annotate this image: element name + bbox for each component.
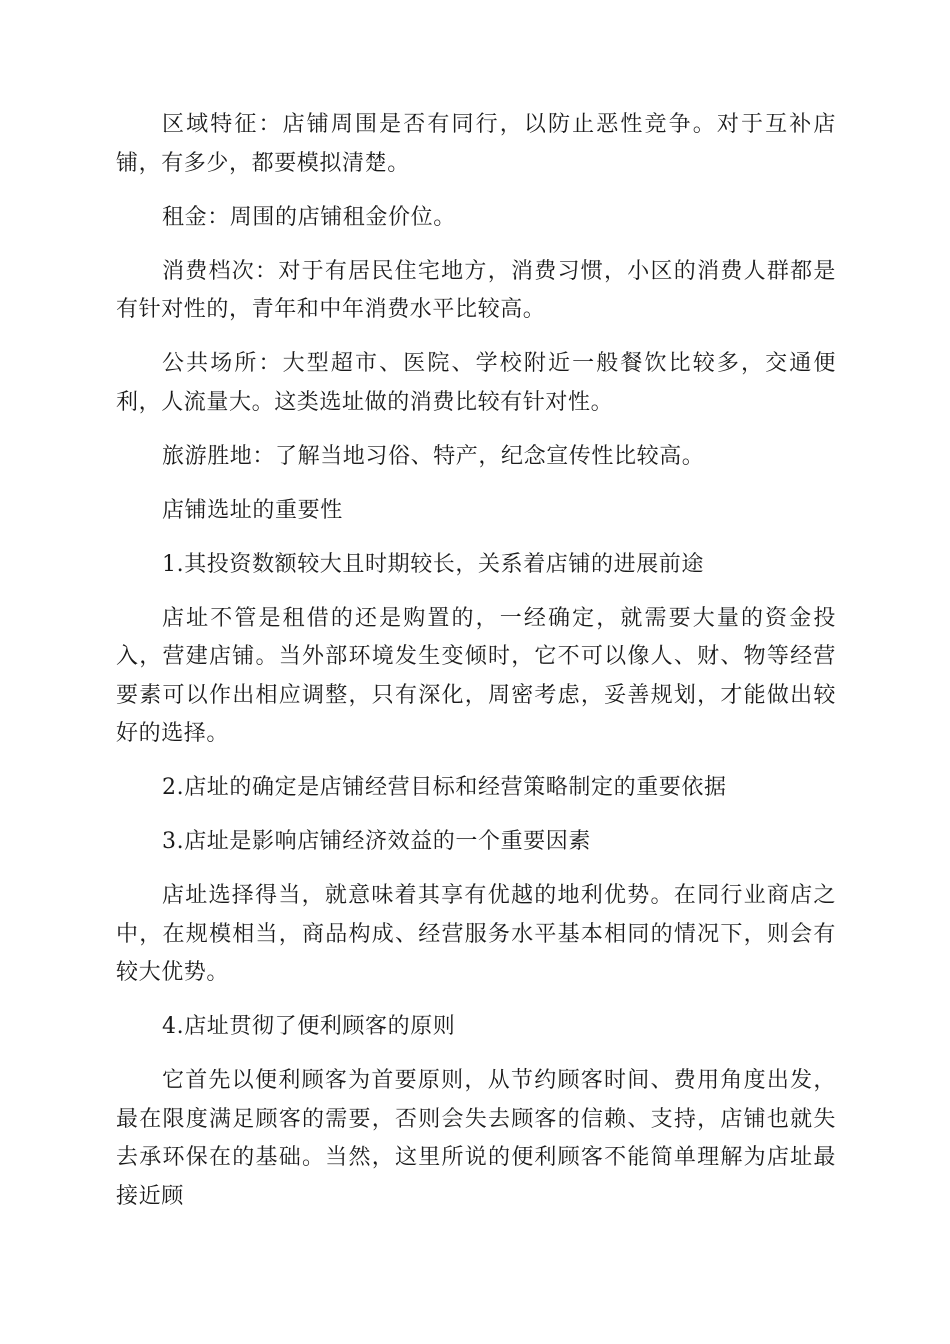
paragraph-consumption-level: 消费档次：对于有居民住宅地方，消费习惯，小区的消费人群都是有针对性的，青年和中年消费水平比较高。 [116, 258, 836, 322]
paragraph-public-places: 公共场所：大型超市、医院、学校附近一般餐饮比较多，交通便利，人流量大。这类选址做的消费比较有针对性。 [116, 351, 836, 415]
list-item-1: 1.其投资数额较大且时期较长，关系着店铺的进展前途 [162, 551, 704, 577]
paragraph-investment: 店址不管是租借的还是购置的，一经确定，就需要大量的资金投入，营建店铺。当外部环境发生变倾时，它不可以像人、财、物等经营要素可以作出相应调整，只有深化，周密考虑，妥善规划，才能做出较好的选择。 [116, 605, 836, 746]
paragraph-regional-features: 区域特征：店铺周围是否有同行，以防止恶性竞争。对于互补店铺，有多少，都要模拟清楚。 [116, 112, 836, 176]
paragraph-rent: 租金：周围的店铺租金价位。 [162, 204, 456, 230]
list-item-3: 3.店址是影响店铺经济效益的一个重要因素 [162, 829, 591, 854]
list-item-2: 2.店址的确定是店铺经营目标和经营策略制定的重要依据 [162, 775, 727, 800]
paragraph-tourist-sites: 旅游胜地：了解当地习俗、特产，纪念宣传性比较高。 [162, 443, 705, 469]
document-body [116, 106, 836, 1232]
list-item-4: 4.店址贯彻了便利顾客的原则 [162, 1014, 456, 1039]
paragraph-customer-convenience: 它首先以便利顾客为首要原则，从节约顾客时间、费用角度出发，最在限度满足顾客的需要，否则会失去顾客的信赖、支持，店铺也就失去承环保在的基础。当然，这里所说的便利顾客不能简单理解为店址最接近顾 [116, 1068, 836, 1209]
section-heading-importance: 店铺选址的重要性 [162, 497, 343, 523]
paragraph-location-advantage: 店址选择得当，就意味着其享有优越的地利优势。在同行业商店之中，在规模相当，商品构成、经营服务水平基本相同的情况下，则会有较大优势。 [116, 883, 836, 985]
